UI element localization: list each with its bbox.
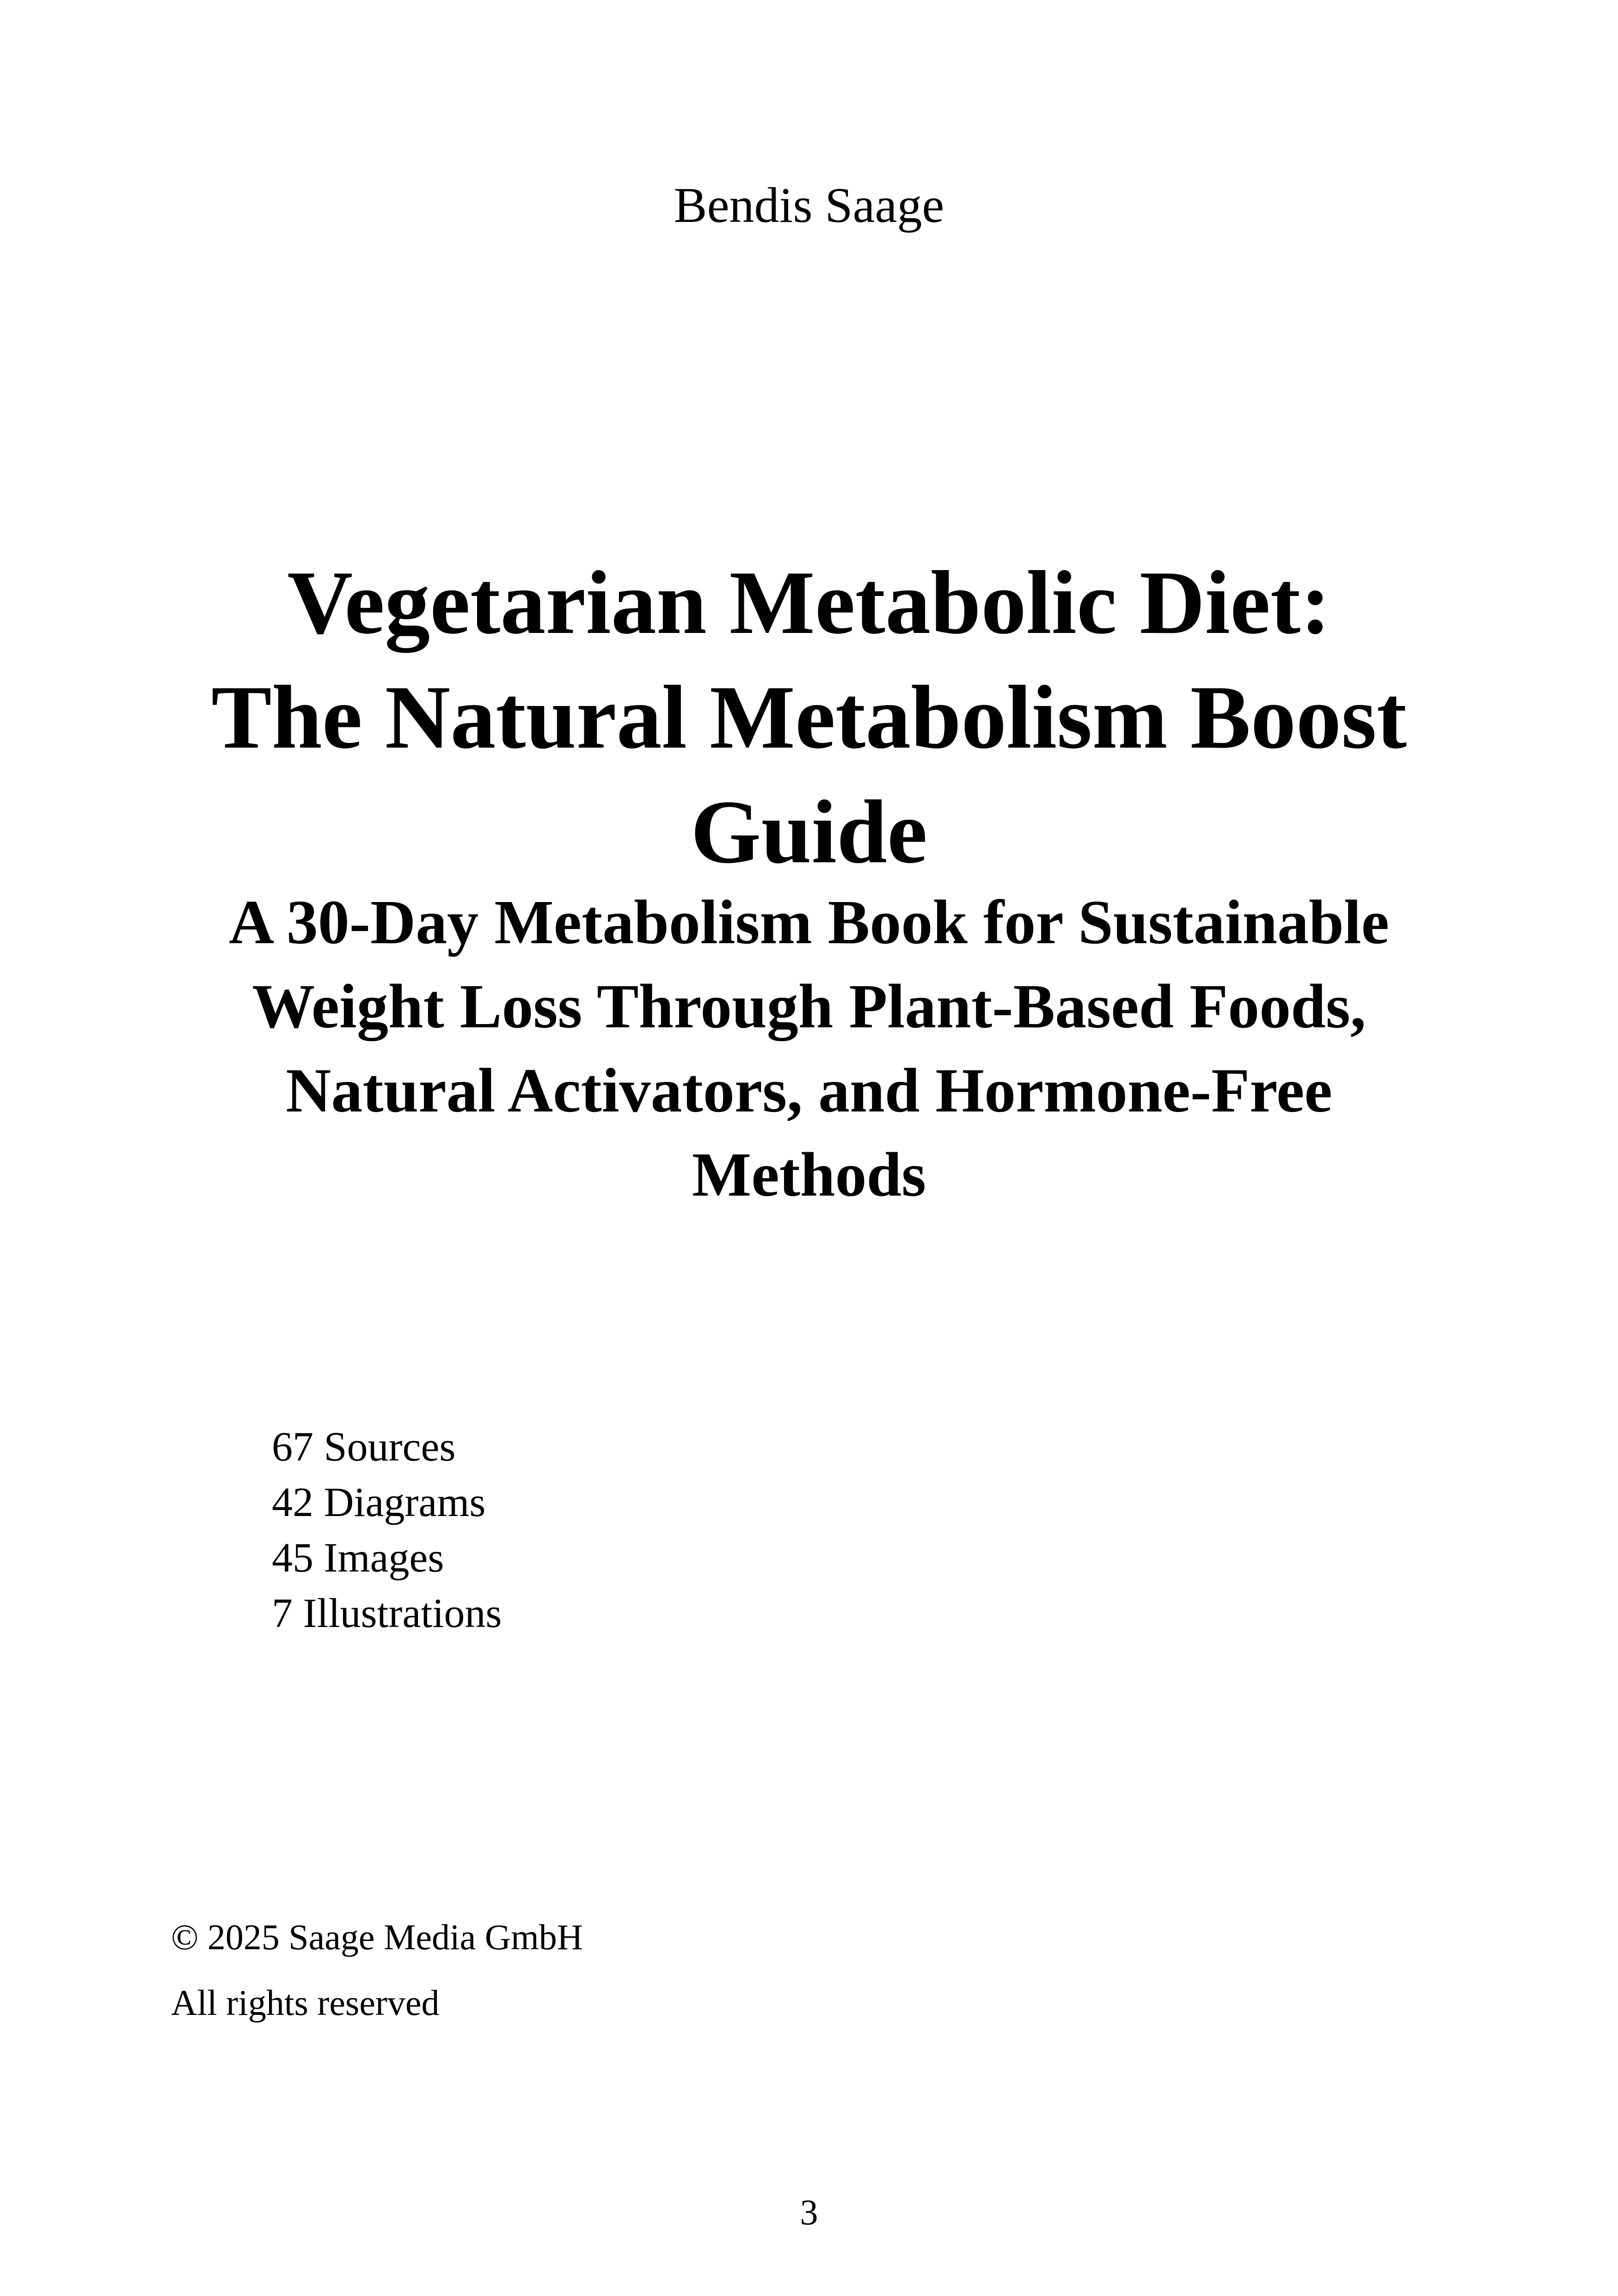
book-subtitle bbox=[139, 880, 1479, 1217]
stat-diagrams: 42 Diagrams bbox=[272, 1480, 486, 1525]
book-subtitle-line-1: A 30-Day Metabolism Book for Sustainable bbox=[229, 888, 1389, 957]
book-subtitle-line-4: Methods bbox=[692, 1140, 926, 1209]
book-title-line-2: The Natural Metabolism Boost bbox=[211, 667, 1407, 767]
stat-images: 45 Images bbox=[272, 1535, 444, 1581]
rights-notice: All rights reserved bbox=[171, 1983, 440, 2023]
book-title-line-1: Vegetarian Metabolic Diet: bbox=[287, 553, 1331, 653]
author-name: Bendis Saage bbox=[674, 178, 944, 233]
book-subtitle-line-3: Natural Activators, and Hormone-Free bbox=[286, 1056, 1332, 1125]
book-stats-list bbox=[272, 1419, 502, 1641]
title-block bbox=[139, 546, 1479, 1217]
book-title bbox=[139, 546, 1479, 890]
book-title-line-3: Guide bbox=[691, 782, 927, 882]
book-subtitle-line-2: Weight Loss Through Plant-Based Foods, bbox=[252, 972, 1366, 1041]
page-number: 3 bbox=[800, 2192, 818, 2232]
copyright-notice: © 2025 Saage Media GmbH bbox=[171, 1917, 583, 1957]
stat-illustrations: 7 Illustrations bbox=[272, 1590, 502, 1636]
stat-sources: 67 Sources bbox=[272, 1424, 456, 1470]
